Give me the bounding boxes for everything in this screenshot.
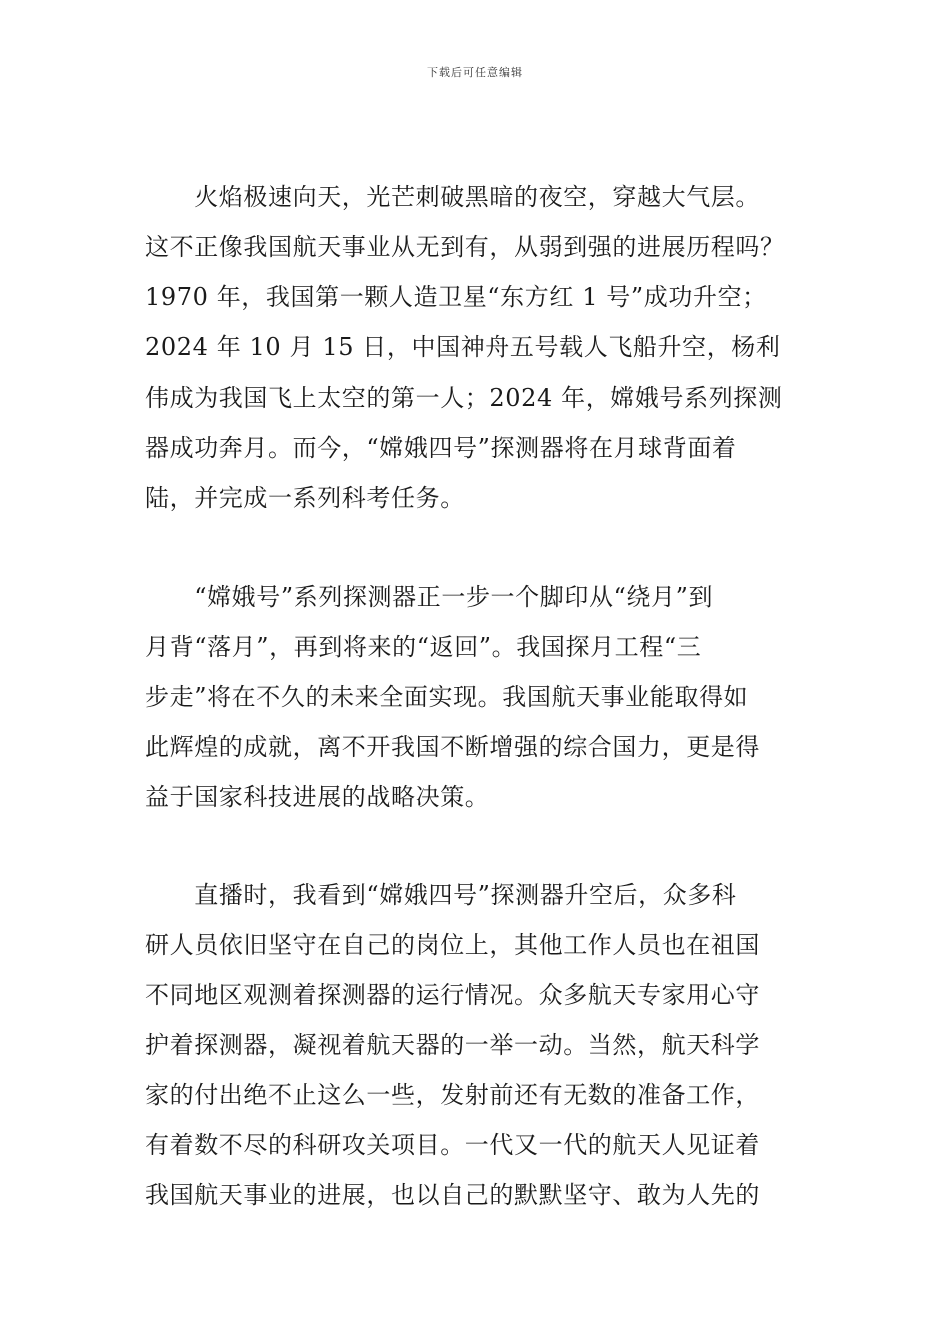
text-line: 有着数不尽的科研攻关项目。一代又一代的航天人见证着 <box>145 1131 760 1159</box>
text-line: 步走”将在不久的未来全面实现。我国航天事业能取得如 <box>145 683 749 711</box>
text-line: 这不正像我国航天事业从无到有，从弱到强的进展历程吗？ <box>145 233 785 261</box>
text-line: 陆，并完成一系列科考任务。 <box>145 484 465 512</box>
text-line: 伟成为我国飞上太空的第一人；2024 年，嫦娥号系列探测 <box>145 384 783 412</box>
text-line: 此辉煌的成就，离不开我国不断增强的综合国力，更是得 <box>145 733 760 761</box>
text-line: 2024 年 10 月 15 日，中国神舟五号载人飞船升空，杨利 <box>145 333 781 361</box>
text-line: 月背“落月”，再到将来的“返回”。我国探月工程“三 <box>145 633 702 661</box>
text-line: “嫦娥号”系列探测器正一步一个脚印从“绕月”到 <box>145 583 714 611</box>
text-line: 研人员依旧坚守在自己的岗位上，其他工作人员也在祖国 <box>145 931 760 959</box>
text-line: 护着探测器，凝视着航天器的一举一动。当然，航天科学 <box>145 1031 760 1059</box>
text-line: 直播时，我看到“嫦娥四号”探测器升空后，众多科 <box>145 881 737 909</box>
text-line: 火焰极速向天，光芒刺破黑暗的夜空，穿越大气层。 <box>145 183 760 211</box>
text-line: 我国航天事业的进展，也以自己的默默坚守、敢为人先的 <box>145 1181 760 1209</box>
text-line: 1970 年，我国第一颗人造卫星“东方红 1 号”成功升空； <box>145 283 767 311</box>
text-line: 不同地区观测着探测器的运行情况。众多航天专家用心守 <box>145 981 760 1009</box>
text-line: 器成功奔月。而今，“嫦娥四号”探测器将在月球背面着 <box>145 434 737 462</box>
text-line: 益于国家科技进展的战略决策。 <box>145 783 490 811</box>
page-header: 下载后可任意编辑 <box>427 66 523 79</box>
text-line: 家的付出绝不止这么一些，发射前还有无数的准备工作， <box>145 1081 760 1109</box>
